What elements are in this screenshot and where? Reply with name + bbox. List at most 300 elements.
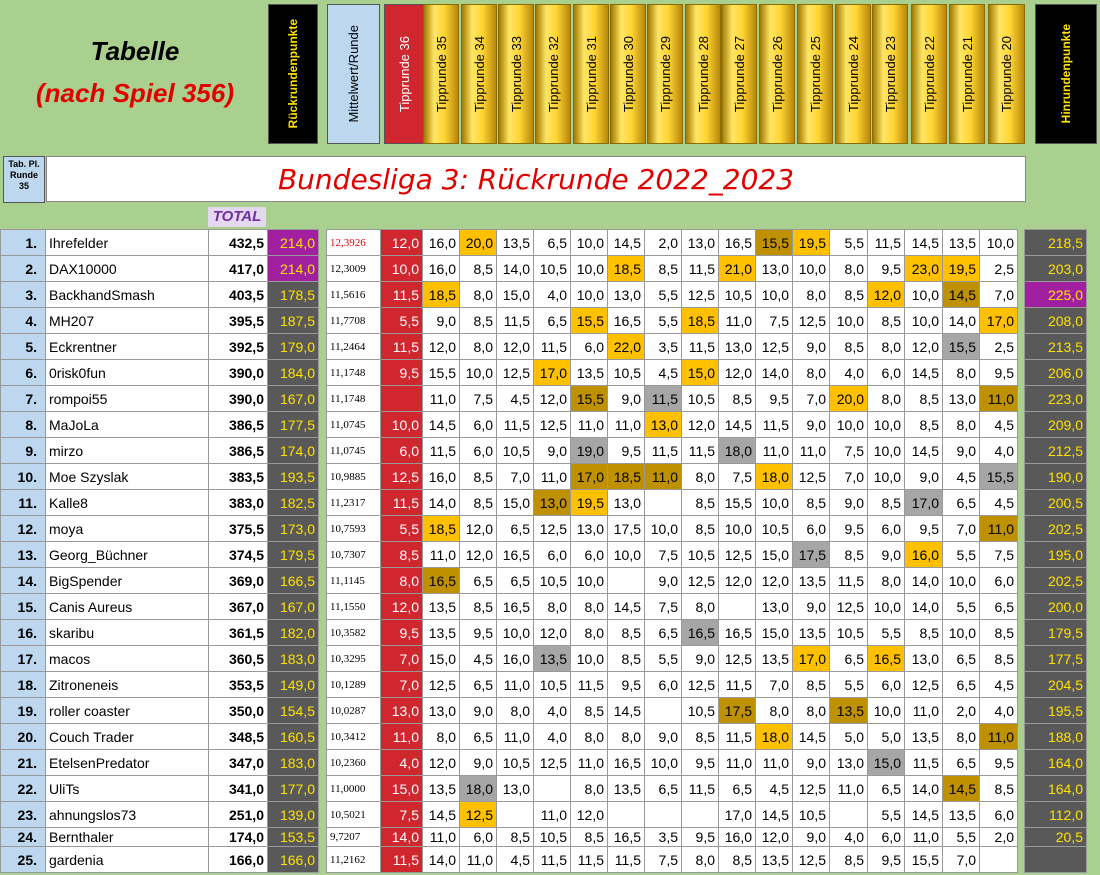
tipprunde-30-cell: 16,5 xyxy=(608,750,645,776)
tipprunde-23-cell: 11,5 xyxy=(868,230,905,256)
total-points: 251,0 xyxy=(209,802,268,828)
tipprunde-31-cell: 10,0 xyxy=(571,646,608,672)
mittelwert-cell: 10,2360 xyxy=(327,750,381,776)
tipprunde-20-cell: 4,5 xyxy=(980,412,1018,438)
table-row[interactable] xyxy=(1,334,1087,360)
player-name: ahnungslos73 xyxy=(46,802,209,828)
tipprunde-26-cell: 10,5 xyxy=(756,516,793,542)
table-row[interactable] xyxy=(1,542,1087,568)
tipprunde-26-cell: 9,5 xyxy=(756,386,793,412)
tipprunde-30-cell: 8,0 xyxy=(608,724,645,750)
tipprunde-31-cell: 6,0 xyxy=(571,334,608,360)
tipprunde-36-cell: 10,0 xyxy=(381,256,423,282)
hinrunde-points: 200,5 xyxy=(1025,490,1087,516)
total-points: 390,0 xyxy=(209,386,268,412)
tipprunde-22-cell: 14,0 xyxy=(905,568,943,594)
header-tipprunde-36[interactable]: Tipprunde 36 xyxy=(384,4,424,144)
column-gap xyxy=(319,847,327,873)
tipprunde-24-cell: 11,5 xyxy=(830,568,868,594)
tipprunde-24-cell: 7,5 xyxy=(830,438,868,464)
column-gap xyxy=(319,646,327,672)
rank-cell: 8. xyxy=(1,412,46,438)
tipprunde-23-cell: 15,0 xyxy=(868,750,905,776)
tipprunde-24-cell: 5,5 xyxy=(830,230,868,256)
tipprunde-23-cell: 6,0 xyxy=(868,828,905,847)
mittelwert-cell: 11,1145 xyxy=(327,568,381,594)
tipprunde-25-cell: 9,0 xyxy=(793,334,830,360)
total-points: 403,5 xyxy=(209,282,268,308)
header-tipprunde-21[interactable]: Tipprunde 21 xyxy=(949,4,985,144)
tipprunde-30-cell: 14,5 xyxy=(608,594,645,620)
rueckrunde-points: 183,0 xyxy=(268,750,319,776)
tipprunde-32-cell: 12,5 xyxy=(534,412,571,438)
tipprunde-23-cell: 6,5 xyxy=(868,776,905,802)
total-points: 386,5 xyxy=(209,438,268,464)
table-row[interactable] xyxy=(1,412,1087,438)
table-row[interactable] xyxy=(1,724,1087,750)
tipprunde-23-cell: 8,0 xyxy=(868,334,905,360)
hinrunde-points: 190,0 xyxy=(1025,464,1087,490)
tipprunde-27-cell: 10,0 xyxy=(719,516,756,542)
tipprunde-29-cell: 4,5 xyxy=(645,360,682,386)
header-tipprunde-20[interactable]: Tipprunde 20 xyxy=(988,4,1025,144)
table-row[interactable] xyxy=(1,750,1087,776)
rank-cell: 19. xyxy=(1,698,46,724)
hinrunde-points: 179,5 xyxy=(1025,620,1087,646)
tipprunde-26-cell: 13,5 xyxy=(756,847,793,873)
tipprunde-26-cell: 7,5 xyxy=(756,308,793,334)
tipprunde-28-cell xyxy=(682,802,719,828)
rueckrunde-points: 179,5 xyxy=(268,542,319,568)
rank-cell: 10. xyxy=(1,464,46,490)
mittelwert-cell: 11,1748 xyxy=(327,360,381,386)
table-row[interactable] xyxy=(1,620,1087,646)
tipprunde-33-cell: 10,0 xyxy=(497,620,534,646)
tipprunde-32-cell: 11,0 xyxy=(534,802,571,828)
tipprunde-21-cell: 5,5 xyxy=(943,828,980,847)
rank-cell: 6. xyxy=(1,360,46,386)
header-tipprunde-30[interactable]: Tipprunde 30 xyxy=(610,4,646,144)
tipprunde-21-cell: 15,5 xyxy=(943,334,980,360)
table-row[interactable] xyxy=(1,256,1087,282)
tipprunde-20-cell: 2,5 xyxy=(980,334,1018,360)
tipprunde-33-cell: 7,0 xyxy=(497,464,534,490)
tipprunde-30-cell: 11,5 xyxy=(608,847,645,873)
column-gap xyxy=(1018,464,1025,490)
tipprunde-35-cell: 15,0 xyxy=(423,646,460,672)
tipprunde-35-cell: 13,5 xyxy=(423,594,460,620)
tipprunde-34-cell: 6,0 xyxy=(460,828,497,847)
column-gap xyxy=(1018,698,1025,724)
mittelwert-cell: 11,7708 xyxy=(327,308,381,334)
tipprunde-36-cell: 13,0 xyxy=(381,698,423,724)
tipprunde-35-cell: 11,5 xyxy=(423,438,460,464)
total-points: 386,5 xyxy=(209,412,268,438)
tipprunde-29-cell xyxy=(645,490,682,516)
tipprunde-36-cell: 7,5 xyxy=(381,802,423,828)
rank-cell: 5. xyxy=(1,334,46,360)
table-row[interactable] xyxy=(1,776,1087,802)
tipprunde-25-cell: 8,5 xyxy=(793,490,830,516)
tipprunde-23-cell: 5,5 xyxy=(868,802,905,828)
hinrunde-points: 203,0 xyxy=(1025,256,1087,282)
tipprunde-22-cell: 8,5 xyxy=(905,620,943,646)
tipprunde-32-cell: 4,0 xyxy=(534,724,571,750)
tipprunde-24-cell: 13,5 xyxy=(830,698,868,724)
column-gap xyxy=(319,386,327,412)
tipprunde-25-cell: 12,5 xyxy=(793,847,830,873)
table-row[interactable] xyxy=(1,490,1087,516)
table-row[interactable] xyxy=(1,308,1087,334)
tipprunde-24-cell: 8,5 xyxy=(830,847,868,873)
column-gap xyxy=(1018,282,1025,308)
tipprunde-21-cell: 13,0 xyxy=(943,386,980,412)
column-gap xyxy=(1018,360,1025,386)
tipprunde-25-cell: 10,0 xyxy=(793,256,830,282)
tipprunde-29-cell: 7,5 xyxy=(645,542,682,568)
tipprunde-26-cell: 13,5 xyxy=(756,646,793,672)
tipprunde-34-cell: 6,5 xyxy=(460,724,497,750)
tipprunde-31-cell: 8,0 xyxy=(571,776,608,802)
tipprunde-34-cell: 7,5 xyxy=(460,386,497,412)
mittelwert-cell: 11,5616 xyxy=(327,282,381,308)
tipprunde-21-cell: 7,0 xyxy=(943,516,980,542)
hinrunde-points: 188,0 xyxy=(1025,724,1087,750)
table-row[interactable] xyxy=(1,646,1087,672)
tipprunde-27-cell: 6,5 xyxy=(719,776,756,802)
tipprunde-34-cell: 12,0 xyxy=(460,542,497,568)
tipprunde-29-cell: 5,5 xyxy=(645,282,682,308)
player-name: Couch Trader xyxy=(46,724,209,750)
rueckrunde-points: 214,0 xyxy=(268,256,319,282)
tipprunde-20-cell: 4,5 xyxy=(980,672,1018,698)
total-points: 348,5 xyxy=(209,724,268,750)
header-tipprunde-33[interactable]: Tipprunde 33 xyxy=(498,4,534,144)
tipprunde-31-cell: 8,0 xyxy=(571,724,608,750)
column-gap xyxy=(319,282,327,308)
rank-cell: 18. xyxy=(1,672,46,698)
table-row[interactable] xyxy=(1,594,1087,620)
tipprunde-31-cell: 8,5 xyxy=(571,698,608,724)
rank-cell: 23. xyxy=(1,802,46,828)
tipprunde-30-cell: 18,5 xyxy=(608,464,645,490)
tipprunde-34-cell: 6,0 xyxy=(460,438,497,464)
hinrunde-points: 177,5 xyxy=(1025,646,1087,672)
mittelwert-cell: 10,3412 xyxy=(327,724,381,750)
rank-cell: 7. xyxy=(1,386,46,412)
table-row[interactable] xyxy=(1,438,1087,464)
tipprunde-20-cell: 7,5 xyxy=(980,542,1018,568)
player-name: DAX10000 xyxy=(46,256,209,282)
tipprunde-34-cell: 9,0 xyxy=(460,698,497,724)
tipprunde-36-cell: 11,0 xyxy=(381,724,423,750)
total-points: 350,0 xyxy=(209,698,268,724)
header-tipprunde-23[interactable]: Tipprunde 23 xyxy=(872,4,908,144)
tipprunde-34-cell: 8,5 xyxy=(460,490,497,516)
tipprunde-30-cell: 9,5 xyxy=(608,438,645,464)
hinrunde-points: 202,5 xyxy=(1025,516,1087,542)
tipprunde-31-cell: 10,0 xyxy=(571,282,608,308)
hinrunde-points: 225,0 xyxy=(1025,282,1087,308)
tipprunde-24-cell: 10,5 xyxy=(830,620,868,646)
tipprunde-30-cell: 16,5 xyxy=(608,308,645,334)
tipprunde-31-cell: 6,0 xyxy=(571,542,608,568)
tipprunde-20-cell: 6,0 xyxy=(980,802,1018,828)
tipprunde-30-cell: 18,5 xyxy=(608,256,645,282)
tipprunde-28-cell: 18,5 xyxy=(682,308,719,334)
table-row[interactable] xyxy=(1,672,1087,698)
tipprunde-30-cell: 10,0 xyxy=(608,542,645,568)
tipprunde-24-cell: 8,5 xyxy=(830,282,868,308)
tipprunde-33-cell: 8,0 xyxy=(497,698,534,724)
table-row[interactable] xyxy=(1,568,1087,594)
tipprunde-35-cell: 13,5 xyxy=(423,620,460,646)
tipprunde-29-cell: 6,5 xyxy=(645,620,682,646)
mittelwert-cell: 10,9885 xyxy=(327,464,381,490)
tipprunde-24-cell: 5,0 xyxy=(830,724,868,750)
tipprunde-36-cell: 8,0 xyxy=(381,568,423,594)
tipprunde-29-cell: 8,5 xyxy=(645,256,682,282)
tipprunde-27-cell: 13,0 xyxy=(719,334,756,360)
rank-cell: 3. xyxy=(1,282,46,308)
tipprunde-29-cell: 6,0 xyxy=(645,672,682,698)
tipprunde-33-cell: 12,5 xyxy=(497,360,534,386)
tipprunde-29-cell: 13,0 xyxy=(645,412,682,438)
tipprunde-27-cell: 10,5 xyxy=(719,282,756,308)
tipprunde-21-cell: 14,0 xyxy=(943,308,980,334)
header-tipprunde-24[interactable]: Tipprunde 24 xyxy=(835,4,871,144)
tipprunde-31-cell: 19,0 xyxy=(571,438,608,464)
table-row[interactable] xyxy=(1,847,1087,873)
header-tipprunde-35[interactable]: Tipprunde 35 xyxy=(423,4,459,144)
tipprunde-35-cell: 12,5 xyxy=(423,672,460,698)
tipprunde-24-cell: 20,0 xyxy=(830,386,868,412)
header-tipprunde-27[interactable]: Tipprunde 27 xyxy=(721,4,757,144)
tipprunde-33-cell: 14,0 xyxy=(497,256,534,282)
tipprunde-33-cell: 16,0 xyxy=(497,646,534,672)
tipprunde-32-cell: 4,0 xyxy=(534,282,571,308)
table-row[interactable] xyxy=(1,230,1087,256)
mittelwert-cell: 12,3009 xyxy=(327,256,381,282)
tipprunde-31-cell: 11,0 xyxy=(571,750,608,776)
tipprunde-35-cell: 12,0 xyxy=(423,750,460,776)
tipprunde-27-cell: 16,5 xyxy=(719,230,756,256)
tipprunde-25-cell: 8,0 xyxy=(793,698,830,724)
rueckrunde-points: 187,5 xyxy=(268,308,319,334)
tipprunde-21-cell: 10,0 xyxy=(943,620,980,646)
tipprunde-20-cell xyxy=(980,847,1018,873)
table-row[interactable] xyxy=(1,282,1087,308)
tipprunde-25-cell: 12,5 xyxy=(793,776,830,802)
tipprunde-33-cell: 11,5 xyxy=(497,308,534,334)
header-hinrunde[interactable]: Hinrundenpunkte xyxy=(1035,4,1097,144)
tipprunde-33-cell xyxy=(497,802,534,828)
total-points: 367,0 xyxy=(209,594,268,620)
header-tipprunde-26[interactable]: Tipprunde 26 xyxy=(759,4,795,144)
total-points: 353,5 xyxy=(209,672,268,698)
rueckrunde-points: 139,0 xyxy=(268,802,319,828)
total-points: 375,5 xyxy=(209,516,268,542)
header-tipprunde-32[interactable]: Tipprunde 32 xyxy=(535,4,571,144)
hinrunde-points: 195,5 xyxy=(1025,698,1087,724)
total-points: 383,0 xyxy=(209,490,268,516)
player-name: MaJoLa xyxy=(46,412,209,438)
tipprunde-23-cell: 16,5 xyxy=(868,646,905,672)
tipprunde-23-cell: 12,0 xyxy=(868,282,905,308)
tipprunde-24-cell: 11,0 xyxy=(830,776,868,802)
tipprunde-27-cell xyxy=(719,594,756,620)
tipprunde-25-cell: 13,5 xyxy=(793,568,830,594)
mittelwert-cell: 10,7593 xyxy=(327,516,381,542)
tipprunde-20-cell: 4,0 xyxy=(980,698,1018,724)
total-points: 395,5 xyxy=(209,308,268,334)
header-tipprunde-34[interactable]: Tipprunde 34 xyxy=(461,4,497,144)
tipprunde-36-cell: 14,0 xyxy=(381,828,423,847)
tipprunde-34-cell: 8,0 xyxy=(460,282,497,308)
tipprunde-35-cell: 13,0 xyxy=(423,698,460,724)
column-gap xyxy=(1018,672,1025,698)
mittelwert-cell: 11,2162 xyxy=(327,847,381,873)
tipprunde-33-cell: 15,0 xyxy=(497,490,534,516)
tipprunde-32-cell: 12,0 xyxy=(534,620,571,646)
hinrunde-points: 164,0 xyxy=(1025,750,1087,776)
rank-cell: 25. xyxy=(1,847,46,873)
tipprunde-22-cell: 11,5 xyxy=(905,750,943,776)
header-tipprunde-29[interactable]: Tipprunde 29 xyxy=(647,4,683,144)
mittelwert-cell: 11,2317 xyxy=(327,490,381,516)
header-tipprunde-22[interactable]: Tipprunde 22 xyxy=(911,4,947,144)
mittelwert-cell: 10,3582 xyxy=(327,620,381,646)
tipprunde-20-cell: 8,5 xyxy=(980,776,1018,802)
tipprunde-33-cell: 13,5 xyxy=(497,230,534,256)
player-name: rompoi55 xyxy=(46,386,209,412)
tipprunde-24-cell: 4,0 xyxy=(830,828,868,847)
tipprunde-26-cell: 12,5 xyxy=(756,334,793,360)
tipprunde-28-cell: 8,0 xyxy=(682,594,719,620)
tipprunde-25-cell: 9,0 xyxy=(793,412,830,438)
column-gap xyxy=(1018,334,1025,360)
tipprunde-29-cell: 3,5 xyxy=(645,828,682,847)
mittelwert-cell: 10,7307 xyxy=(327,542,381,568)
tipprunde-35-cell: 16,0 xyxy=(423,256,460,282)
tipprunde-29-cell xyxy=(645,802,682,828)
rank-cell: 21. xyxy=(1,750,46,776)
tipprunde-30-cell xyxy=(608,568,645,594)
tipprunde-28-cell: 8,5 xyxy=(682,516,719,542)
tipprunde-24-cell: 5,5 xyxy=(830,672,868,698)
tipprunde-22-cell: 9,5 xyxy=(905,516,943,542)
tipprunde-25-cell: 8,0 xyxy=(793,282,830,308)
tipprunde-31-cell: 10,0 xyxy=(571,230,608,256)
tipprunde-21-cell: 9,0 xyxy=(943,438,980,464)
total-points: 432,5 xyxy=(209,230,268,256)
table-row[interactable] xyxy=(1,802,1087,828)
tipprunde-24-cell: 13,0 xyxy=(830,750,868,776)
tipprunde-23-cell: 5,5 xyxy=(868,620,905,646)
tipprunde-20-cell: 2,0 xyxy=(980,828,1018,847)
rueckrunde-points: 179,0 xyxy=(268,334,319,360)
tipprunde-31-cell: 11,5 xyxy=(571,672,608,698)
tipprunde-35-cell: 14,0 xyxy=(423,490,460,516)
tipprunde-27-cell: 16,0 xyxy=(719,828,756,847)
tipprunde-20-cell: 11,0 xyxy=(980,386,1018,412)
tipprunde-33-cell: 4,5 xyxy=(497,386,534,412)
table-row[interactable] xyxy=(1,828,1087,847)
mittelwert-cell: 11,0000 xyxy=(327,776,381,802)
header-tipprunde-28[interactable]: Tipprunde 28 xyxy=(685,4,721,144)
rueckrunde-points: 178,5 xyxy=(268,282,319,308)
tipprunde-21-cell: 2,0 xyxy=(943,698,980,724)
hinrunde-points: 112,0 xyxy=(1025,802,1087,828)
tipprunde-29-cell: 9,0 xyxy=(645,568,682,594)
tipprunde-22-cell: 10,0 xyxy=(905,308,943,334)
tipprunde-33-cell: 8,5 xyxy=(497,828,534,847)
player-name: Bernthaler xyxy=(46,828,209,847)
tipprunde-23-cell: 8,5 xyxy=(868,490,905,516)
hinrunde-points: 223,0 xyxy=(1025,386,1087,412)
tipprunde-29-cell: 5,5 xyxy=(645,646,682,672)
tipprunde-32-cell: 13,5 xyxy=(534,646,571,672)
player-name: macos xyxy=(46,646,209,672)
tipprunde-31-cell: 11,0 xyxy=(571,412,608,438)
tipprunde-20-cell: 2,5 xyxy=(980,256,1018,282)
tipprunde-32-cell: 6,5 xyxy=(534,308,571,334)
tipprunde-22-cell: 15,5 xyxy=(905,847,943,873)
column-gap xyxy=(1018,620,1025,646)
tipprunde-23-cell: 5,0 xyxy=(868,724,905,750)
tipprunde-27-cell: 17,0 xyxy=(719,802,756,828)
tipprunde-32-cell: 6,5 xyxy=(534,230,571,256)
table-row[interactable] xyxy=(1,698,1087,724)
table-row[interactable] xyxy=(1,386,1087,412)
column-gap xyxy=(1018,308,1025,334)
tipprunde-21-cell: 14,5 xyxy=(943,282,980,308)
total-points: 347,0 xyxy=(209,750,268,776)
tipprunde-30-cell: 10,5 xyxy=(608,360,645,386)
hinrunde-points: 212,5 xyxy=(1025,438,1087,464)
tipprunde-28-cell: 16,5 xyxy=(682,620,719,646)
tipprunde-35-cell: 18,5 xyxy=(423,282,460,308)
column-gap xyxy=(1018,490,1025,516)
total-points: 360,5 xyxy=(209,646,268,672)
tipprunde-29-cell: 9,0 xyxy=(645,724,682,750)
hinrunde-points: 204,5 xyxy=(1025,672,1087,698)
tipprunde-35-cell: 14,0 xyxy=(423,847,460,873)
header-tipprunde-25[interactable]: Tipprunde 25 xyxy=(797,4,833,144)
table-row[interactable] xyxy=(1,464,1087,490)
tipprunde-27-cell: 18,0 xyxy=(719,438,756,464)
tipprunde-29-cell: 5,5 xyxy=(645,308,682,334)
mittelwert-cell: 11,0745 xyxy=(327,438,381,464)
table-row[interactable] xyxy=(1,516,1087,542)
tipprunde-28-cell: 12,5 xyxy=(682,672,719,698)
rueckrunde-points: 166,0 xyxy=(268,847,319,873)
rank-cell: 20. xyxy=(1,724,46,750)
header-mittelwert[interactable]: Mittelwert/Runde xyxy=(327,4,380,144)
tipprunde-23-cell: 6,0 xyxy=(868,360,905,386)
tipprunde-22-cell: 12,0 xyxy=(905,334,943,360)
tipprunde-35-cell: 14,5 xyxy=(423,412,460,438)
tipprunde-27-cell: 8,5 xyxy=(719,386,756,412)
header-tipprunde-31[interactable]: Tipprunde 31 xyxy=(573,4,609,144)
table-row[interactable] xyxy=(1,360,1087,386)
header-rueckrunde[interactable]: Rückrundenpunkte xyxy=(268,4,318,144)
tipprunde-35-cell: 16,5 xyxy=(423,568,460,594)
tipprunde-28-cell: 12,5 xyxy=(682,568,719,594)
total-label: TOTAL xyxy=(208,207,266,227)
tipprunde-32-cell: 12,5 xyxy=(534,516,571,542)
column-gap xyxy=(319,308,327,334)
